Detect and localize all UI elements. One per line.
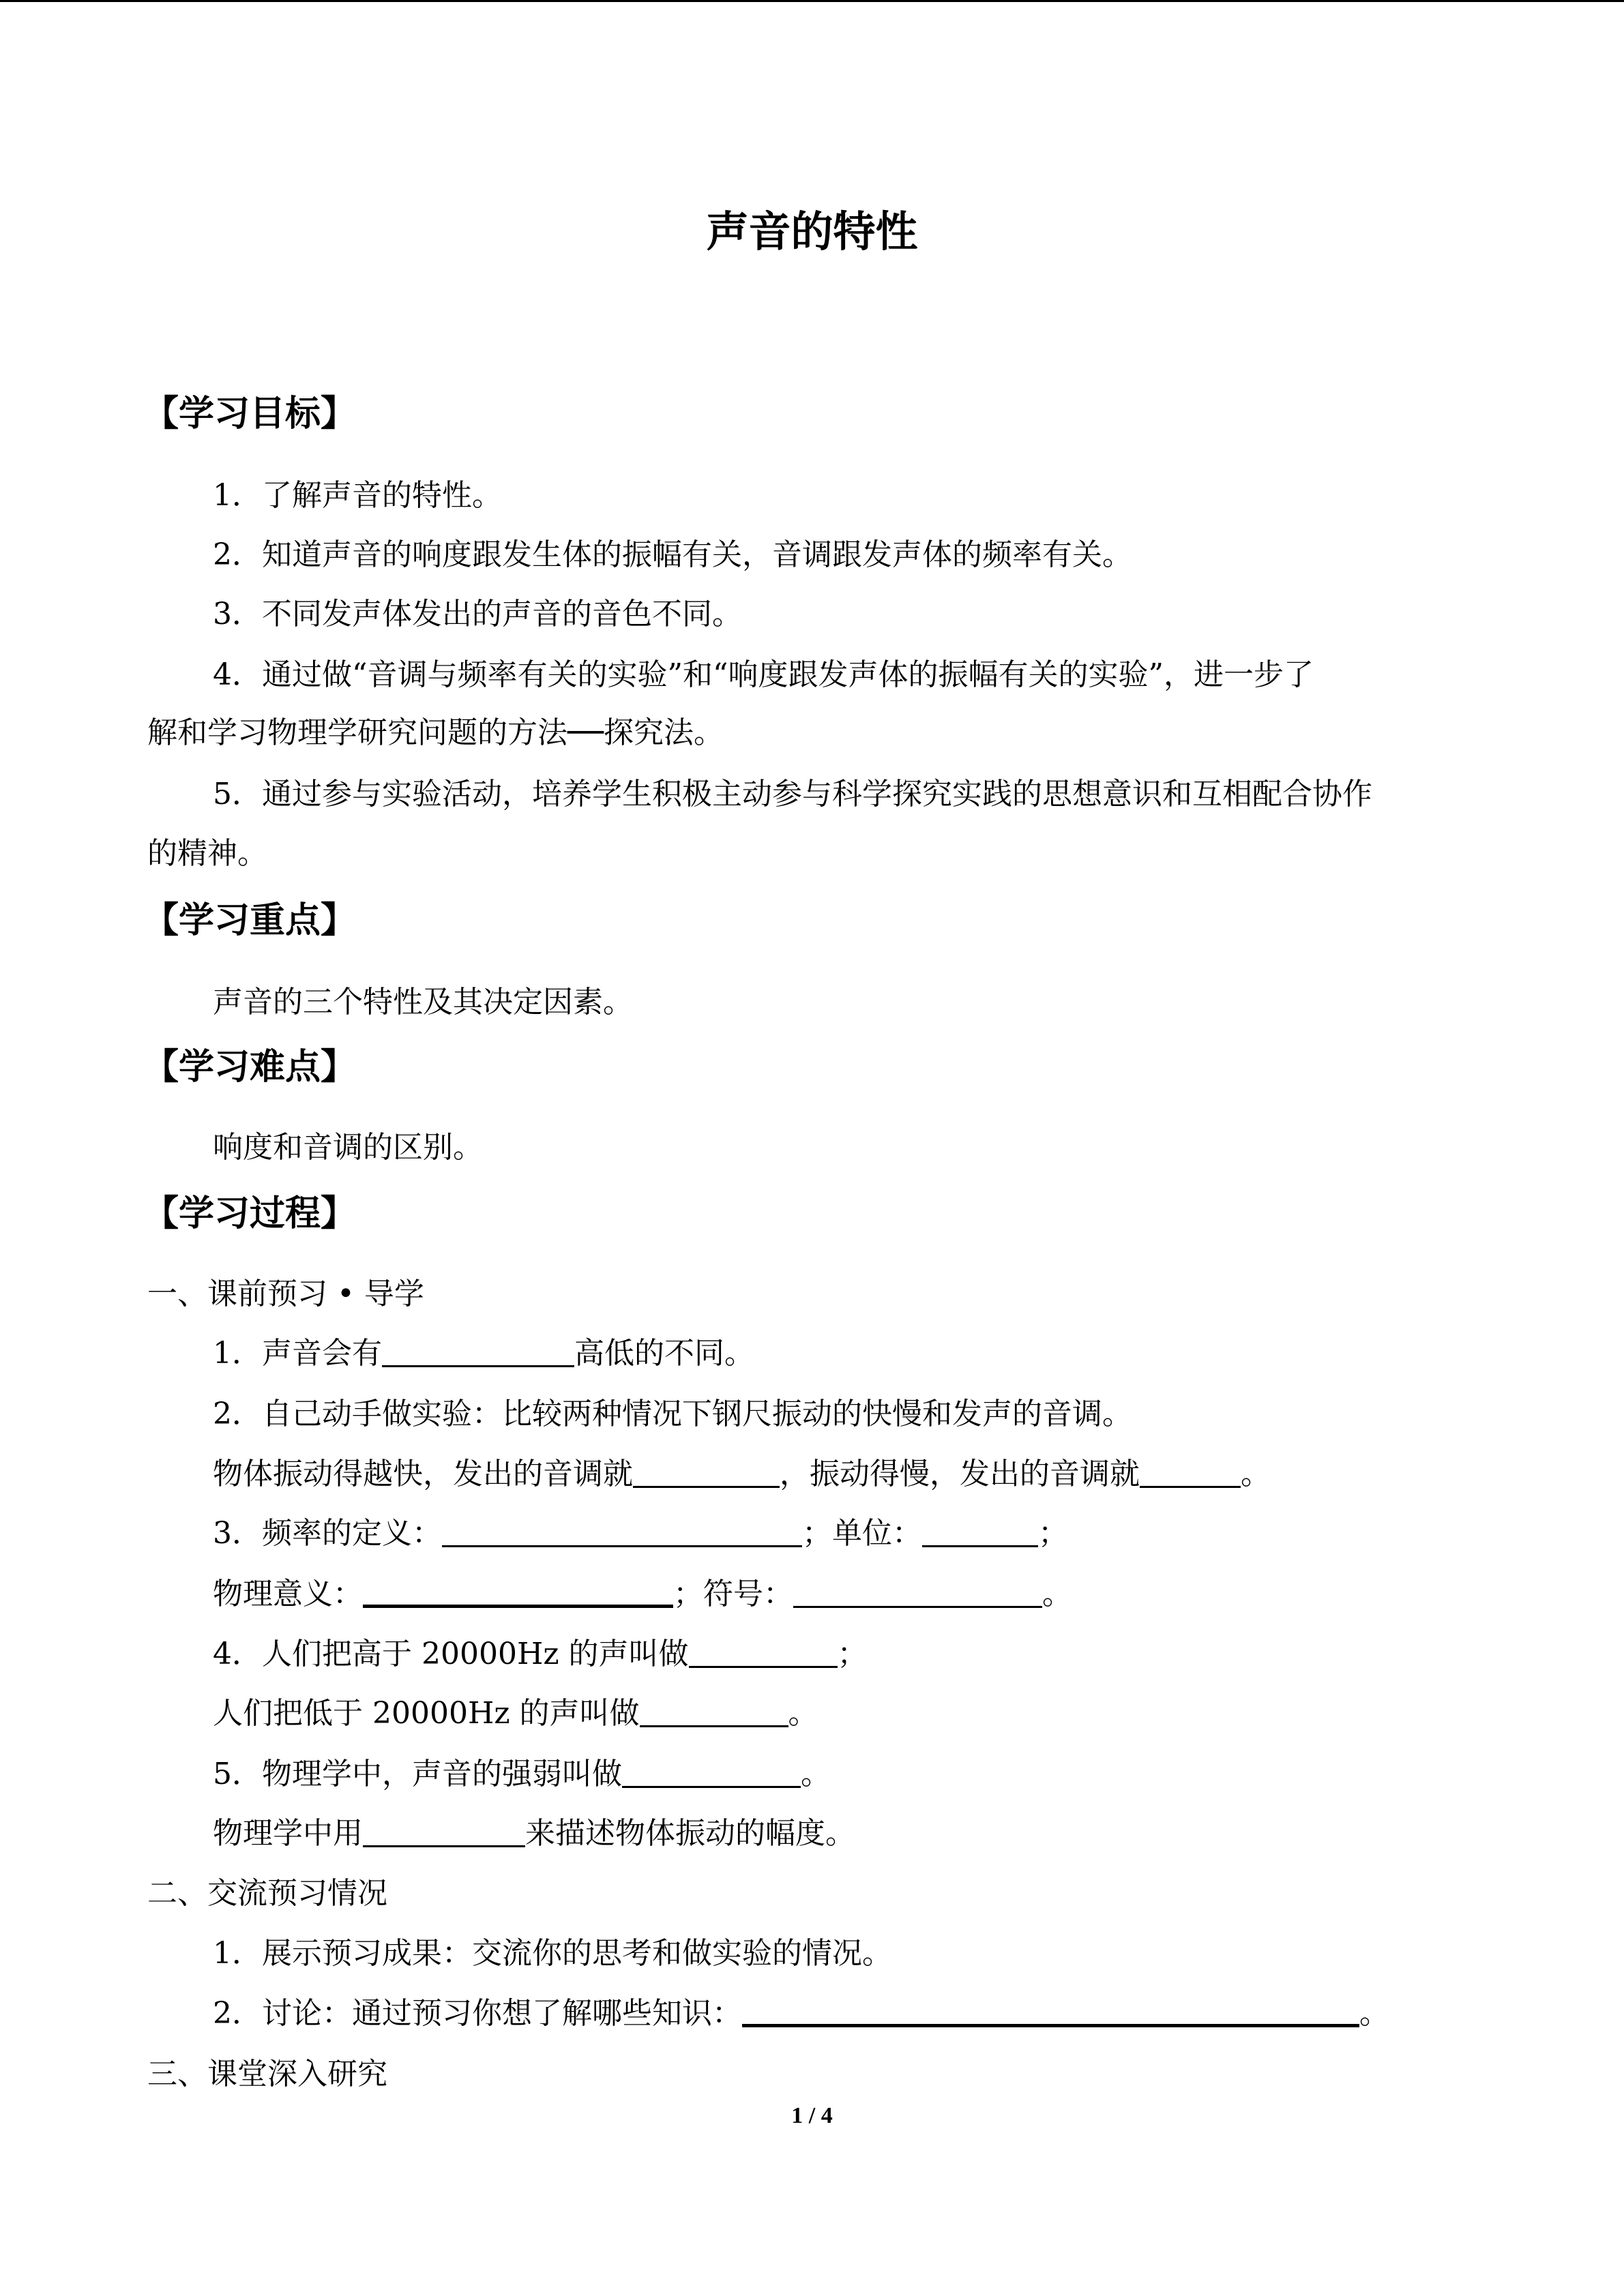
question-1 [213, 1333, 754, 1374]
question-2b-text-mid: ，振动得慢，发出的音调就 [780, 1457, 1140, 1491]
question-3-text-end: ； [1038, 1516, 1068, 1551]
goal-item-1: 1．了解声音的特性。 [213, 478, 502, 513]
answer-blank[interactable] [363, 1575, 673, 1608]
keypoints-text: 声音的三个特性及其决定因素。 [213, 985, 633, 1019]
goal-item-4-cont: 解和学习物理学研究问题的方法──探究法。 [147, 715, 724, 750]
part2-heading: 二、交流预习情况 [147, 1876, 387, 1911]
question-3b [213, 1574, 1072, 1615]
part2-question-1: 1．展示预习成果：交流你的思考和做实验的情况。 [213, 1936, 892, 1971]
answer-blank[interactable] [742, 1994, 1359, 2027]
answer-blank[interactable] [793, 1576, 1042, 1608]
page-title: 声音的特性 [706, 207, 918, 256]
question-5-text: 5．物理学中，声音的强弱叫做 [213, 1757, 622, 1791]
goal-item-5-cont: 的精神。 [147, 836, 267, 871]
answer-blank[interactable] [640, 1695, 788, 1727]
difficulty-text: 响度和音调的区别。 [213, 1130, 483, 1165]
question-1-text-end: 高低的不同。 [574, 1336, 754, 1371]
question-4b [213, 1693, 818, 1734]
page-number: 1 / 4 [791, 2103, 833, 2128]
question-4-text-end: ； [837, 1637, 868, 1671]
question-3-text-mid: ；单位： [802, 1516, 922, 1551]
question-5-text-end: 。 [801, 1757, 831, 1791]
part2-question-2 [213, 1993, 1389, 2034]
part2-question-2-text: 2．讨论：通过预习你想了解哪些知识： [213, 1996, 742, 2031]
process-heading: 【学习过程】 [143, 1193, 357, 1234]
goal-item-2: 2．知道声音的响度跟发生体的振幅有关，音调跟发声体的频率有关。 [213, 537, 1132, 572]
question-5b-text-end: 来描述物体振动的幅度。 [525, 1816, 855, 1851]
question-2b-text: 物体振动得越快，发出的音调就 [213, 1457, 633, 1491]
goal-item-3: 3．不同发声体发出的声音的音色不同。 [213, 597, 742, 631]
part1-heading: 一、课前预习 • 导学 [147, 1277, 424, 1311]
question-3b-text-mid: ；符号： [673, 1577, 793, 1611]
goal-item-4: 4．通过做“音调与频率有关的实验”和“响度跟发声体的振幅有关的实验”，进一步了 [213, 657, 1314, 692]
goal-item-5: 5．通过参与实验活动，培养学生积极主动参与科学探究实践的思想意识和互相配合协作 [213, 777, 1372, 811]
goals-heading: 【学习目标】 [143, 393, 357, 434]
question-4b-text: 人们把低于 20000Hz 的声叫做 [213, 1696, 640, 1731]
keypoints-heading: 【学习重点】 [143, 900, 357, 941]
question-4b-text-end: 。 [788, 1696, 818, 1731]
question-3b-text: 物理意义： [213, 1577, 363, 1611]
answer-blank[interactable] [363, 1815, 525, 1847]
question-1-text: 1．声音会有 [213, 1336, 382, 1371]
question-5 [213, 1754, 831, 1795]
question-3-text: 3．频率的定义： [213, 1516, 442, 1551]
part2-question-2-text-end: 。 [1359, 1996, 1389, 2031]
difficulty-heading: 【学习难点】 [143, 1047, 357, 1088]
answer-blank[interactable] [382, 1335, 574, 1367]
answer-blank[interactable] [1140, 1456, 1241, 1488]
answer-blank[interactable] [622, 1756, 801, 1788]
question-2b [213, 1454, 1271, 1495]
question-5b-text: 物理学中用 [213, 1816, 363, 1851]
question-4 [213, 1634, 868, 1675]
question-3b-text-end: 。 [1042, 1577, 1072, 1611]
top-border [0, 0, 1624, 2]
part3-heading: 三、课堂深入研究 [147, 2057, 387, 2091]
question-4-text: 4．人们把高于 20000Hz 的声叫做 [213, 1637, 689, 1671]
answer-blank[interactable] [922, 1515, 1038, 1547]
question-3 [213, 1513, 1068, 1554]
answer-blank[interactable] [442, 1515, 802, 1547]
answer-blank[interactable] [633, 1456, 780, 1488]
answer-blank[interactable] [689, 1636, 838, 1668]
question-2b-text-end: 。 [1241, 1457, 1271, 1491]
question-2: 2．自己动手做实验：比较两种情况下钢尺振动的快慢和发声的音调。 [213, 1397, 1132, 1431]
question-5b [213, 1813, 855, 1854]
